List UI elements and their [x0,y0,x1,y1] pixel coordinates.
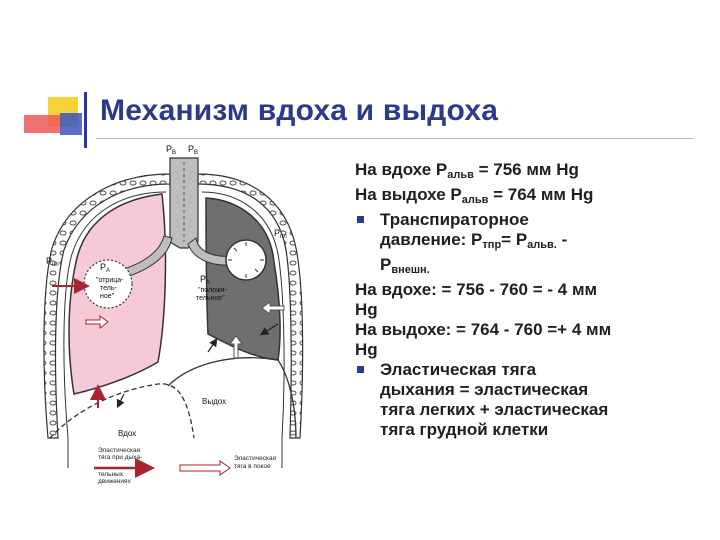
legend-white-arrow [180,461,230,475]
svg-text:Эластическая: Эластическая [98,447,141,454]
svg-text:Эластическая: Эластическая [234,455,277,462]
label-pb-left: $P_B$ [166,144,177,156]
lung-mechanics-diagram [38,138,310,500]
label-pa-right: $P_A$ [200,274,211,286]
label-negative-2: тель- [100,285,117,292]
label-positive-1: "положи- [198,287,227,294]
label-pb-right: $P_B$ [188,144,199,156]
bullet-marker [357,366,364,373]
exhale-calculation: На выдохе: = 764 - 760 =+ 4 мм Hg [355,320,612,359]
label-ppl-right: $P_{пл}$ [274,228,287,240]
label-positive-2: тельное" [196,295,225,302]
svg-text:тяга в покое: тяга в покое [234,463,271,470]
label-negative-1: "отрица- [96,277,124,284]
label-negative-3: ное" [100,293,115,300]
inhale-pressure: На вдохе $P_{альв} = 756$ мм Hg [355,160,579,181]
slide-title: Механизм вдоха и выдоха [100,94,499,127]
svg-text:тельных: тельных [98,471,123,478]
label-inhale: Вдох [118,429,137,438]
bullet-elastic-recoil: Эластическая тяга дыхания = эластическая тяга легких + эластическая тяга грудной клетки [355,360,705,440]
label-ppl-left: $P_{пл}$ [46,256,59,268]
explanation-text [355,160,705,440]
decor-red-rectangle [24,115,60,133]
exhale-pressure: На выдохе $P_{альв} = 764$ мм Hg [355,185,594,206]
bullet-marker [357,216,364,223]
svg-text:тяга при дыха-: тяга при дыха- [98,454,143,461]
inhale-calculation: На вдохе: = 756 - 760 = - 4 мм Hg [355,280,598,319]
bullet-transrespiratory: Транспираторное давление: $P_{тпр}= P_{альв.}$ - $P_{внешн.}$ [355,210,705,280]
label-pa-left: $P_A$ [100,262,111,274]
svg-text:движениях: движениях [98,478,131,485]
diaphragm-exhale [168,358,296,438]
decor-blue-square [60,113,82,135]
label-exhale: Выдох [202,397,227,406]
